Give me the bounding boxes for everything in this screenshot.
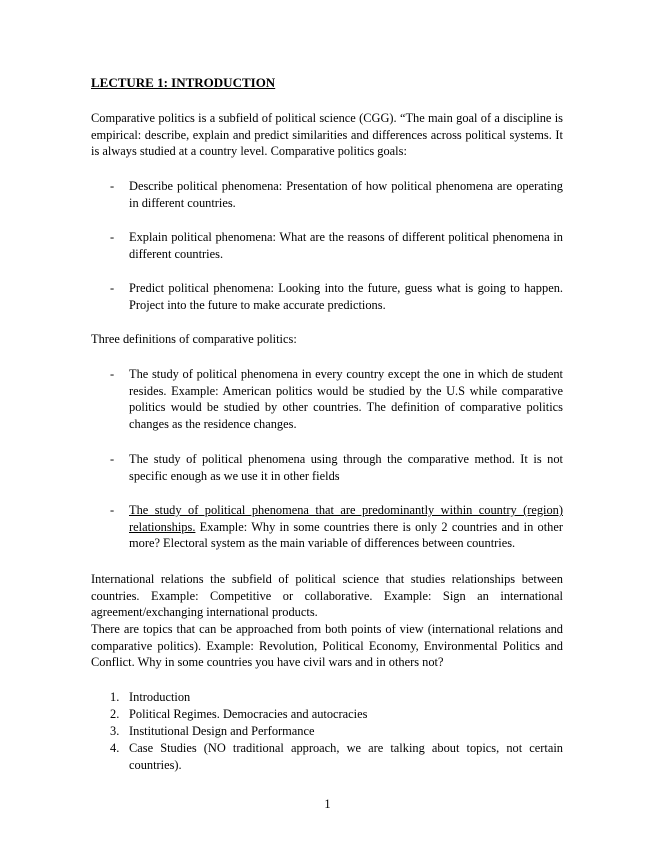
intl-relations-paragraph: International relations the subfield of political science that studies relationships between countries. Example: Competitive or collaborative. Example: Sign an international agreement/exchanging international products. (91, 572, 563, 620)
course-item-institutional: Institutional Design and Performance (129, 724, 315, 738)
course-item-introduction: Introduction (129, 690, 191, 704)
bullet-dash: - (110, 452, 115, 466)
list-number: 2. (110, 707, 120, 721)
definitions-intro: Three definitions of comparative politics: (91, 332, 297, 346)
goal-explain: Explain political phenomena: What are the reasons of different political phenomena in different countries. (129, 230, 563, 261)
goal-describe: Describe political phenomena: Presentation of how political phenomena are operating in different countries. (129, 179, 563, 210)
bullet-dash: - (110, 179, 115, 193)
page-number: 1 (324, 797, 331, 811)
list-number: 1. (110, 690, 120, 704)
list-number: 4. (110, 741, 120, 755)
lecture-title: LECTURE 1: INTRODUCTION (91, 75, 276, 90)
bullet-dash: - (110, 503, 115, 517)
definition-3 (129, 502, 563, 552)
topics-paragraph: There are topics that can be approached from both points of view (international relations and comparative politics). Example: Revolution, Political Economy, Environmental Politics and Conflict. Why in some countries you have civil wars and in others not? (91, 622, 563, 670)
list-number: 3. (110, 724, 120, 738)
definition-3-underlined: The study of political phenomena that are predominantly within country (region) relationships. (129, 503, 563, 534)
definition-2: The study of political phenomena using through the comparative method. It is not specific enough as we use it in other fields (129, 452, 563, 483)
bullet-dash: - (110, 367, 115, 381)
definition-3-rest: Example: Why in some countries there is only 2 countries and in other more? Electoral system as the main variable of differences between countries. (129, 519, 563, 551)
bullet-dash: - (110, 281, 115, 295)
course-item-regimes: Political Regimes. Democracies and autocracies (129, 707, 368, 721)
definition-1: The study of political phenomena in every country except the one in which de student resides. Example: American politics would be studied by the U.S while comparative politics would be studied by other countries. The definition of comparative politics changes as the residence changes. (129, 367, 563, 431)
course-item-case-studies: Case Studies (NO traditional approach, we are talking about topics, not certain countries). (129, 741, 563, 772)
bullet-dash: - (110, 230, 115, 244)
goal-predict: Predict political phenomena: Looking into the future, guess what is going to happen. Project into the future to make accurate predictions. (129, 281, 563, 312)
intro-paragraph: Comparative politics is a subfield of political science (CGG). “The main goal of a discipline is empirical: describe, explain and predict similarities and differences across political systems. It is always studied at a country level. Comparative politics goals: (91, 111, 563, 159)
